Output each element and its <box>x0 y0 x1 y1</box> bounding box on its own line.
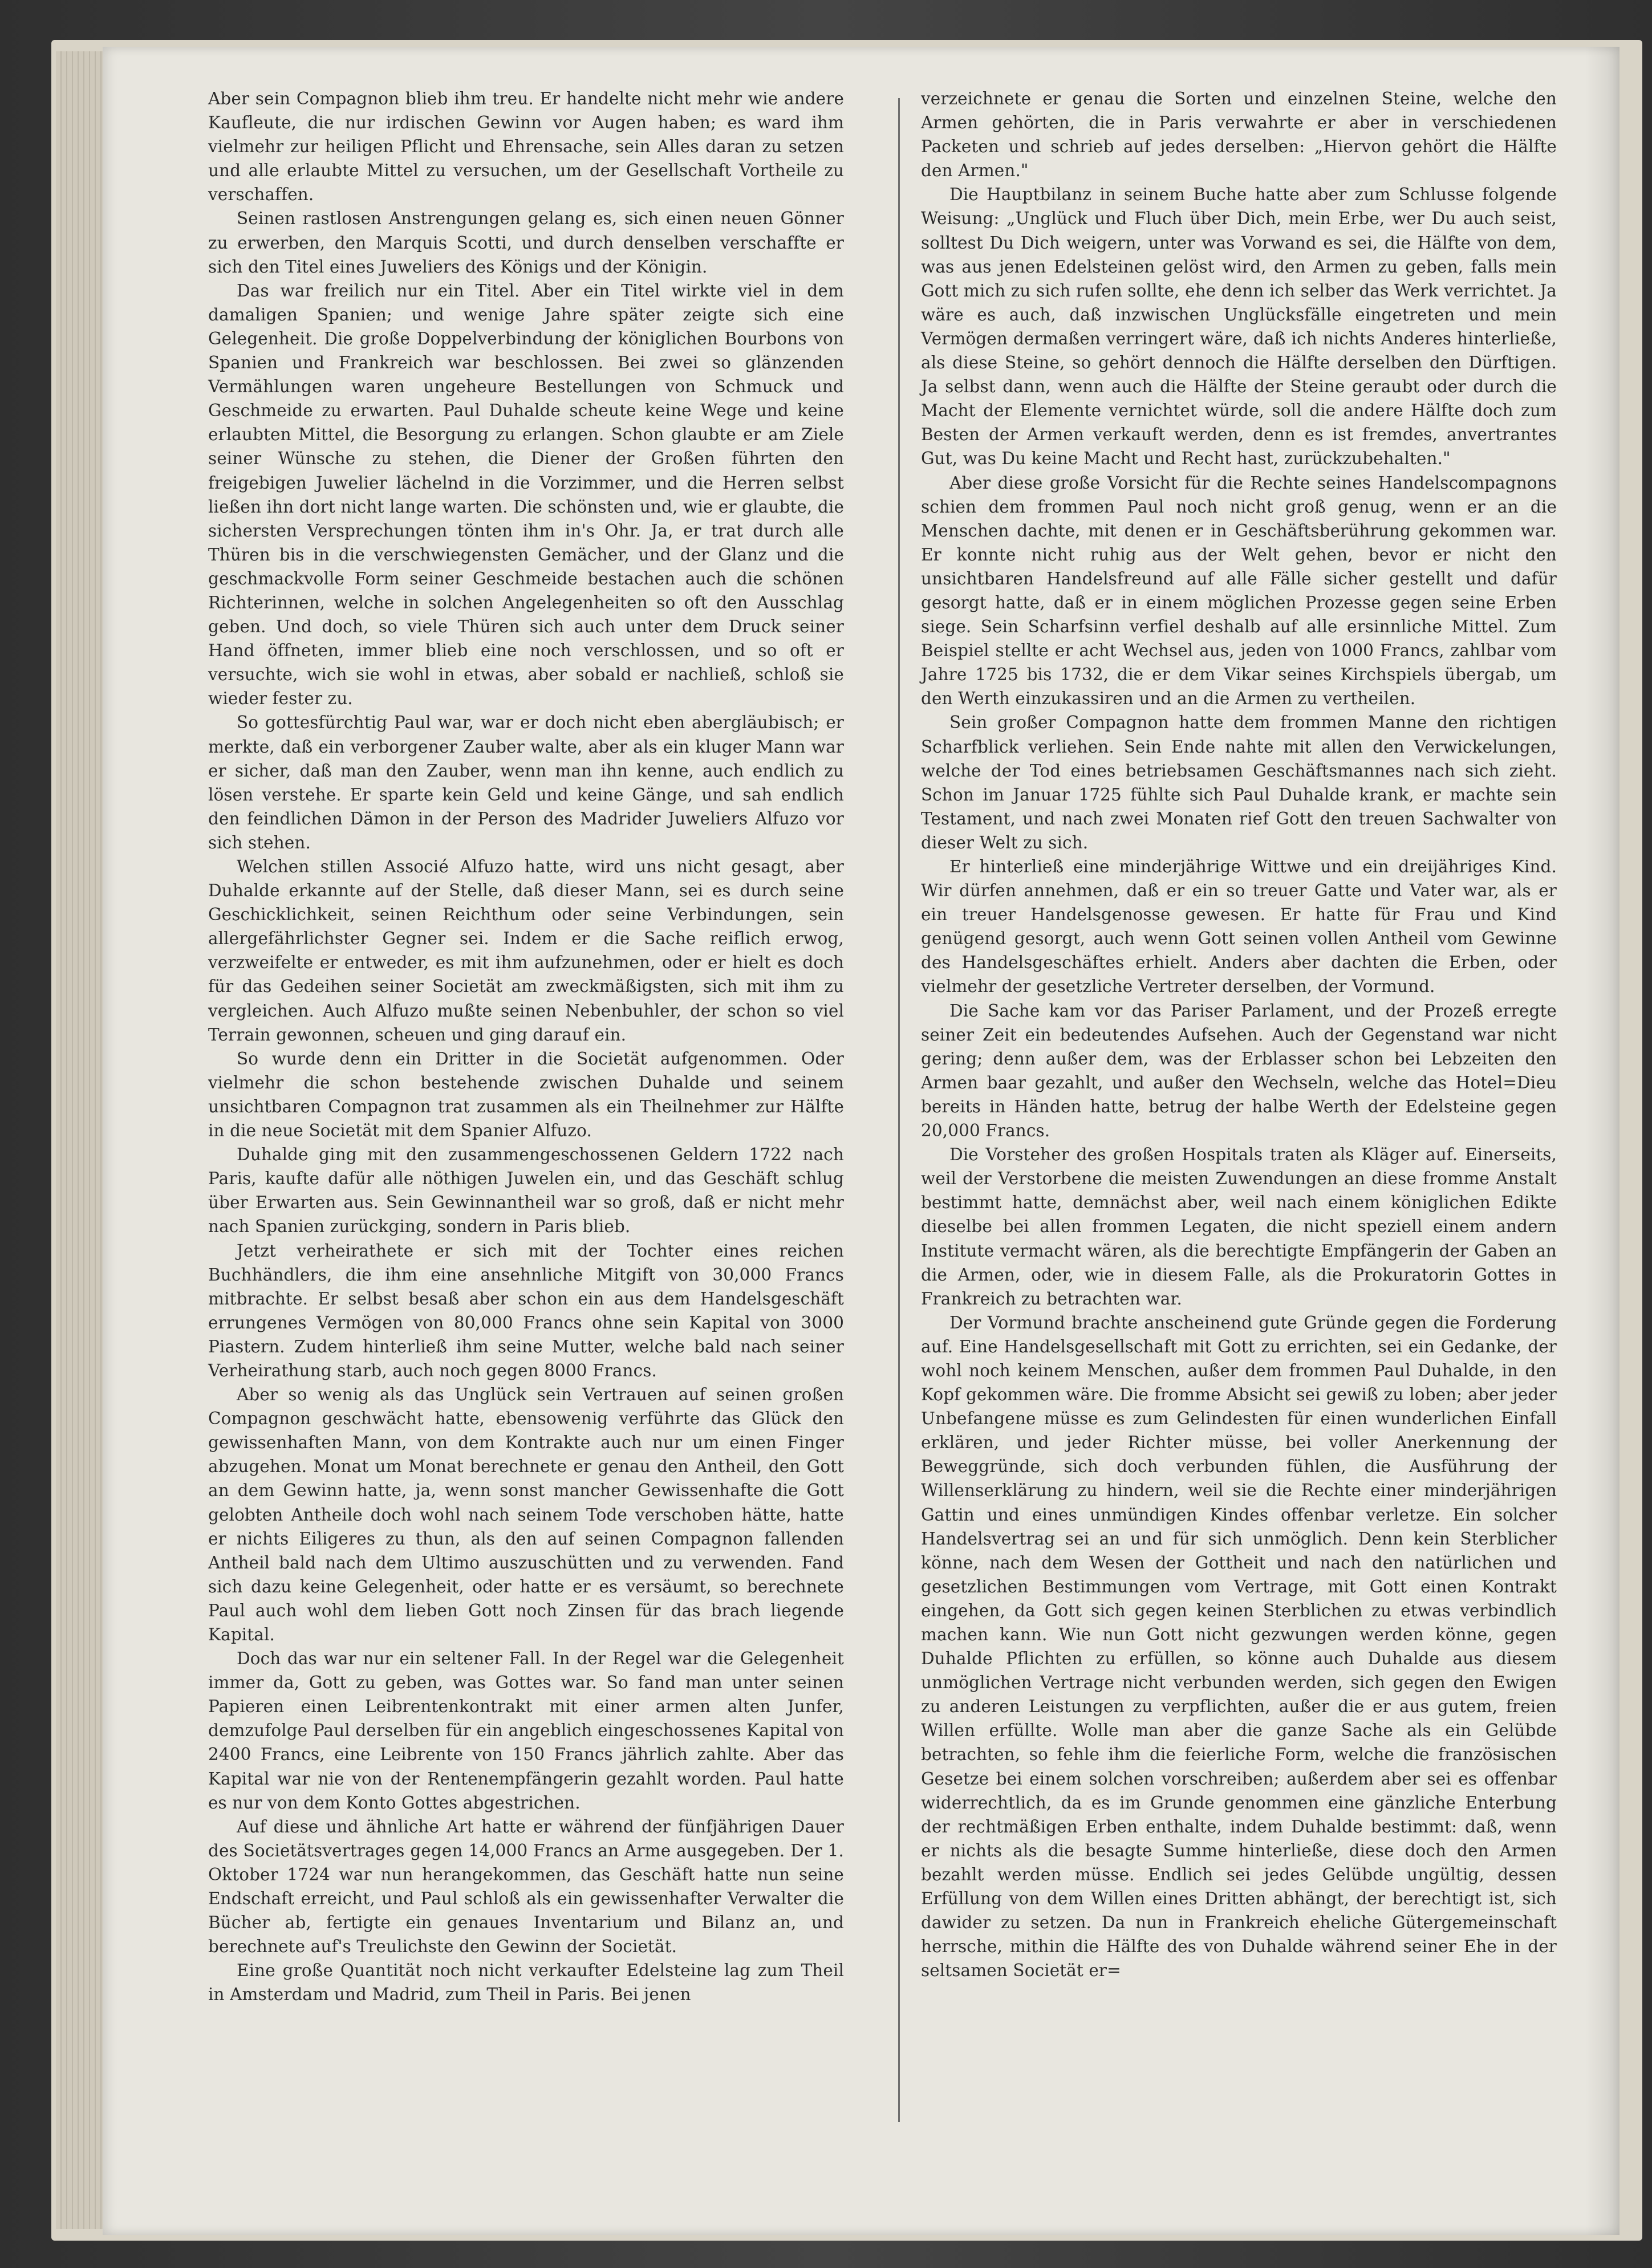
paragraph: verzeichnete er genau die Sorten und einzelnen Steine, welche den Armen gehörten, die in Paris verwahrte er aber in verschiedenen Packeten und schrieb auf jedes derselben: „Hiervon gehört die Hälfte den Armen." <box>921 89 1557 181</box>
paragraph: Duhalde ging mit den zusammengeschossenen Geldern 1722 nach Paris, kaufte dafür alle nöthigen Juwelen ein, und das Geschäft schlug über Erwarten aus. Sein Gewinnantheil war so groß, daß er nicht mehr nach Spanien zurückging, sondern in Paris blieb. <box>208 1145 844 1237</box>
paragraph: So wurde denn ein Dritter in die Societät aufgenommen. Oder vielmehr die schon bestehende zwischen Duhalde und seinem unsichtbaren Compagnon trat zusammen als ein Theilnehmer zur Hälfte in die neue Societät mit dem Spanier Alfuzo. <box>208 1048 844 1141</box>
book-page <box>103 47 1619 2235</box>
paragraph: Seinen rastlosen Anstrengungen gelang es, sich einen neuen Gönner zu erwerben, den Marquis Scotti, und durch denselben verschaffte er sich den Titel eines Juweliers des Königs und der Königin. <box>208 209 844 277</box>
column-divider <box>898 98 900 2122</box>
page-edges <box>56 51 107 2229</box>
paragraph: So gottesfürchtig Paul war, war er doch nicht eben abergläubisch; er merkte, daß ein verborgener Zauber walte, aber als ein kluger Mann war er sicher, daß man den Zauber, wenn man ihn kenne, auch endlich zu lösen verstehe. Er sparte kein Geld und keine Gänge, und sah endlich den feindlichen Dämon in der Person des Madrider Juweliers Alfuzo vor sich stehen. <box>208 713 844 852</box>
paragraph: Auf diese und ähnliche Art hatte er während der fünfjährigen Dauer des Societätsvertrages gegen 14,000 Francs an Arme ausgegeben. Der 1. Oktober 1724 war nun herangekommen, das Geschäft hatte nun seine Endschaft erreicht, und Paul schloß als ein gewissenhafter Verwalter die Bücher ab, fertigte ein genaues Inventarium und Bilanz an, und berechnete auf's Treulichste den Gewinn der Societät. <box>208 1816 844 1957</box>
paragraph: Aber so wenig als das Unglück sein Vertrauen auf seinen großen Compagnon geschwächt hatte, ebensowenig verführte das Glück den gewissenhaften Mann, von dem Kontrakte auch nur um einen Finger abzugehen. Monat um Monat berechnete er genau den Antheil, den Gott an dem Gewinn hatte, ja, wenn sonst mancher Gewissenhafte die Gott gelobten Antheile doch wohl nach seinem Tode verschoben hätte, hatte er nichts Eiligeres zu thun, als den auf seinen Compagnon fallenden Antheil bald nach dem Ultimo auszuschütten und zu verwenden. Fand sich dazu keine Gelegenheit, oder hatte er es versäumt, so berechnete Paul auch wohl dem lieben Gott noch Zinsen für das brach liegende Kapital. <box>208 1385 844 1644</box>
paragraph: Die Vorsteher des großen Hospitals traten als Kläger auf. Einerseits, weil der Verstorbene die meisten Zuwendungen an diese fromme Anstalt bestimmt hatte, demnächst aber, weil nach einem königlichen Edikte dieselbe bei allen frommen Legaten, die nicht speziell einem andern Institute vermacht wären, als die berechtigte Empfängerin der Gaben an die Armen, oder, wie in diesem Falle, als die Prokuratorin Gottes in Frankreich zu betrachten war. <box>921 1145 1557 1308</box>
page-shadow <box>1585 47 1619 2235</box>
paragraph: Er hinterließ eine minderjährige Wittwe und ein dreijähriges Kind. Wir dürfen annehmen, daß er ein so treuer Gatte und Vater war, als er ein treuer Handelsgenosse gewesen. Er hatte für Frau und Kind genügend gesorgt, auch wenn Gott seinen vollen Antheil vom Gewinne des Handelsgeschäftes erhielt. Anders aber dachten die Erben, oder vielmehr der gesetzliche Vertreter derselben, der Vormund. <box>921 857 1557 997</box>
paragraph: Der Vormund brachte anscheinend gute Gründe gegen die Forderung auf. Eine Handelsgesellschaft mit Gott zu errichten, sei ein Gedanke, der wohl noch keinem Menschen, außer dem frommen Paul Duhalde, in den Kopf gekommen wäre. Die fromme Absicht sei gewiß zu loben; aber jeder Unbefangene müsse es zum Gelindesten für einen wunderlichen Einfall erklären, und jeder Richter müsse, bei voller Anerkennung der Beweggründe, sich doch verbunden fühlen, die Ausführung der Willenserklärung zu hindern, weil sie die Rechte einer minderjährigen Gattin und eines unmündigen Kindes offenbar verletze. Ein solcher Handelsvertrag sei an und für sich unmöglich. Denn kein Sterblicher könne, nach dem Wesen der Gottheit und nach den natürlichen und gesetzlichen Bestimmungen vom Vertrage, mit Gott einen Kontrakt eingehen, da Gott sich gegen keinen Sterblichen zu etwas verbindlich machen kann. Wie nun Gott nicht gezwungen werden könne, gegen Duhalde Pflichten zu erfüllen, so könne auch Duhalde aus diesem unmöglichen Vertrage nicht verbunden werden, sich gegen den Ewigen zu anderen Leistungen zu verpflichten, außer die er aus gutem, freien Willen erfüllte. Wolle man aber die ganze Sache als ein Gelübde betrachten, so fehle ihm die feierliche Form, welche die französischen Gesetze bei einem solchen vorschreiben; außerdem aber sei es offenbar widerrechtlich, da es im Grunde genommen eine gänzliche Enterbung der rechtmäßigen Erben enthalte, indem Duhalde bestimmt: daß, wenn er nichts als die besagte Summe hinterließe, diese doch den Armen bezahlt werden müsse. Endlich sei jedes Gelübde ungültig, dessen Erfüllung von dem Willen eines Dritten abhängt, der berechtigt ist, sich dawider zu setzen. Da nun in Frankreich eheliche Gütergemeinschaft herrsche, mithin die Hälfte des von Duhalde während seiner Ehe in der seltsamen Societät er= <box>921 1312 1557 1981</box>
paragraph: Sein großer Compagnon hatte dem frommen Manne den richtigen Scharfblick verliehen. Sein Ende nahte mit allen den Verwickelungen, welche der Tod eines betriebsamen Geschäftsmannes nach sich zieht. Schon im Januar 1725 fühlte sich Paul Duhalde krank, er machte sein Testament, und nach zwei Monaten rief Gott den treuen Sachwalter von dieser Welt zu sich. <box>921 713 1557 852</box>
paragraph: Aber diese große Vorsicht für die Rechte seines Handelscompagnons schien dem frommen Paul noch nicht groß genug, wenn er an die Menschen dachte, mit denen er in Geschäftsberührung gekommen war. Er konnte nicht ruhig aus der Welt gehen, bevor er nicht den unsichtbaren Handelsfreund auf alle Fälle sicher gestellt und dafür gesorgt hatte, daß er in einem möglichen Prozesse gegen seine Erben siege. Sein Scharfsinn verfiel deshalb auf alle ersinnliche Mittel. Zum Beispiel stellte er acht Wechsel aus, jeden von 1000 Francs, zahlbar vom Jahre 1725 bis 1732, die er dem Vikar seines Kirchspiels übergab, um den Werth einzukassiren und an die Armen zu vertheilen. <box>921 473 1557 709</box>
paragraph: Doch das war nur ein seltener Fall. In der Regel war die Gelegenheit immer da, Gott zu geben, was Gottes war. So fand man unter seinen Papieren einen Leibrentenkontrakt mit einer armen alten Junfer, demzufolge Paul derselben für ein angeblich eingeschossenes Kapital von 2400 Francs, eine Leibrente von 150 Francs jährlich zahlte. Aber das Kapital war nie von der Rentenempfängerin gezahlt worden. Paul hatte es nur von dem Konto Gottes abgestrichen. <box>208 1649 844 1812</box>
paragraph: Die Sache kam vor das Pariser Parlament, und der Prozeß erregte seiner Zeit ein bedeutendes Aufsehen. Auch der Gegenstand war nicht gering; denn außer dem, was der Erblasser schon bei Lebzeiten den Armen baar gezahlt, und außer den Wechseln, welche das Hotel=Dieu bereits in Händen hatte, betrug der halbe Werth der Edelsteine gegen 20,000 Francs. <box>921 1001 1557 1141</box>
paragraph: Jetzt verheirathete er sich mit der Tochter eines reichen Buchhändlers, die ihm eine ansehnliche Mitgift von 30,000 Francs mitbrachte. Er selbst besaß aber schon ein aus dem Handelsgeschäft errungenes Vermögen von 80,000 Francs ohne sein Kapital von 3000 Piastern. Zudem hinterließ ihm seine Mutter, welche bald nach seiner Verheirathung starb, auch noch gegen 8000 Francs. <box>208 1241 844 1380</box>
paragraph: Eine große Quantität noch nicht verkaufter Edelsteine lag zum Theil in Amsterdam und Madrid, zum Theil in Paris. Bei jenen <box>208 1961 844 2005</box>
right-column <box>921 87 1557 1982</box>
paragraph: Aber sein Compagnon blieb ihm treu. Er handelte nicht mehr wie andere Kaufleute, die nur irdischen Gewinn vor Augen haben; es ward ihm vielmehr zur heiligen Pflicht und Ehrensache, sein Alles daran zu setzen und alle erlaubte Mittel zu versuchen, um der Gesellschaft Vortheile zu verschaffen. <box>208 89 844 205</box>
paragraph: Welchen stillen Associé Alfuzo hatte, wird uns nicht gesagt, aber Duhalde erkannte auf der Stelle, daß dieser Mann, sei es durch seine Geschicklichkeit, seinen Reichthum oder seine Verbindungen, sein allergefährlichster Gegner sei. Indem er die Sache reiflich erwog, verzweifelte er entweder, es mit ihm aufzunehmen, oder er hielt es doch für das Gedeihen seiner Societät am zweckmäßigsten, sich mit ihm zu vergleichen. Auch Alfuzo mußte seinen Nebenbuhler, der schon so viel Terrain gewonnen, scheuen und ging darauf ein. <box>208 857 844 1044</box>
left-column <box>208 87 844 2007</box>
paragraph: Das war freilich nur ein Titel. Aber ein Titel wirkte viel in dem damaligen Spanien; und wenige Jahre später zeigte sich eine Gelegenheit. Die große Doppelverbindung der königlichen Bourbons von Spanien und Frankreich war beschlossen. Bei zwei so glänzenden Vermählungen waren ungeheure Bestellungen von Schmuck und Geschmeide zu erwarten. Paul Duhalde scheute keine Wege und keine erlaubten Mittel, die Besorgung zu erlangen. Schon glaubte er am Ziele seiner Wünsche zu stehen, die Diener der Großen führten den freigebigen Juwelier lächelnd in die Vorzimmer, und die Herren selbst ließen ihn dort nicht lange warten. Die schönsten und, wie er glaubte, die sichersten Versprechungen tönten ihm in's Ohr. Ja, er trat durch alle Thüren bis in die verschwiegensten Gemächer, und der Glanz und die geschmackvolle Form seiner Geschmeide bestachen auch die schönen Richterinnen, welche in solchen Angelegenheiten so oft den Ausschlag geben. Und doch, so viele Thüren sich auch unter dem Druck seiner Hand öffneten, immer blieb eine noch verschlossen, und so oft er versuchte, wich sie wohl in etwas, aber sobald er nachließ, schloß sie wieder fester zu. <box>208 281 844 709</box>
paragraph: Die Hauptbilanz in seinem Buche hatte aber zum Schlusse folgende Weisung: „Unglück und Fluch über Dich, mein Erbe, wer Du auch seist, solltest Du Dich weigern, unter was Vorwand es sei, die Hälfte von dem, was aus jenen Edelsteinen gelöst wird, den Armen zu geben, falls mein Gott mich zu sich rufen sollte, ehe denn ich selber das Werk verrichtet. Ja wäre es auch, daß inzwischen Unglücksfälle eingetreten und mein Vermögen dermaßen verringert wäre, daß ich nichts Anderes hinterließe, als diese Steine, so gehört dennoch die Hälfte derselben den Dürftigen. Ja selbst dann, wenn auch die Hälfte der Steine geraubt oder durch die Macht der Elemente vernichtet würde, soll die andere Hälfte doch zum Besten der Armen verkauft werden, denn es ist fremdes, anvertrantes Gut, was Du keine Macht und Recht hast, zurückzubehalten." <box>921 185 1557 469</box>
